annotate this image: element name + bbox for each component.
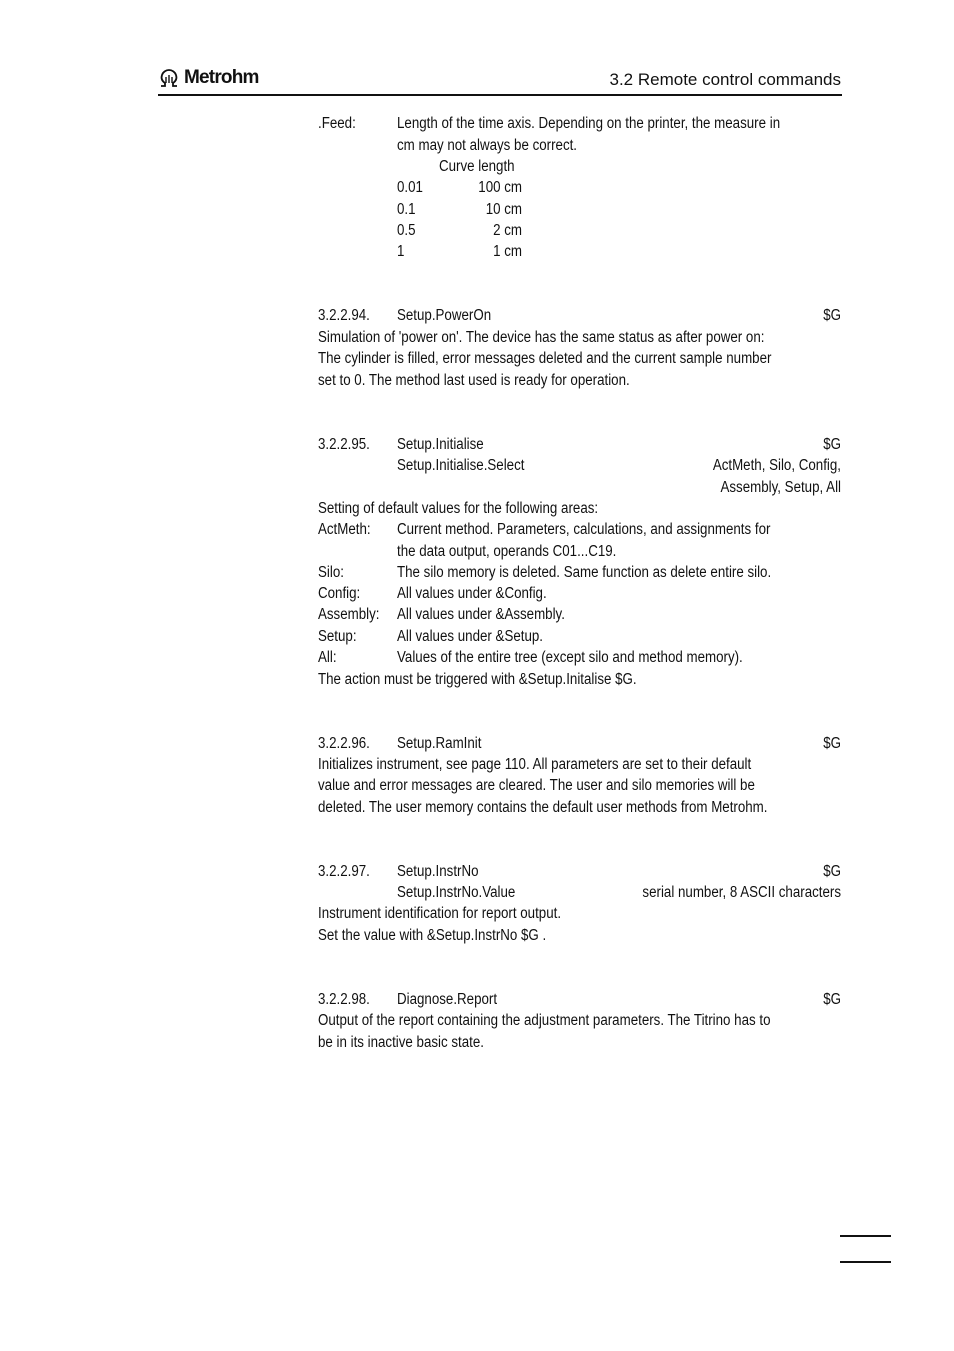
feed-row-length: 2 cm xyxy=(493,222,522,239)
section-number: 3.2.2.98. xyxy=(318,991,370,1008)
area-description: Values of the entire tree (except silo and method memory). xyxy=(397,649,743,666)
access-code: $G xyxy=(823,307,841,324)
access-code: $G xyxy=(823,863,841,880)
area-description: All values under &Setup. xyxy=(397,628,543,645)
footer-rule-bottom xyxy=(840,1261,891,1263)
command-name: Setup.PowerOn xyxy=(397,307,492,324)
description-line: deleted. The user memory contains the default user methods from Metrohm. xyxy=(318,799,768,816)
description-line: set to 0. The method last used is ready for operation. xyxy=(318,372,630,389)
feed-row-length: 10 cm xyxy=(485,201,522,218)
description-line: Initializes instrument, see page 110. All parameters are set to their default xyxy=(318,756,752,773)
section-number: 3.2.2.94. xyxy=(318,307,370,324)
area-label: Silo: xyxy=(318,564,344,581)
feed-row-length: 100 cm xyxy=(478,179,522,196)
feed-row-value: 1 xyxy=(397,243,405,260)
feed-row-value: 0.5 xyxy=(397,222,416,239)
feed-row-length: 1 cm xyxy=(493,243,522,260)
sub-command-values: Assembly, Setup, All xyxy=(720,479,841,496)
metrohm-logo xyxy=(158,66,259,90)
area-label: Setup: xyxy=(318,628,357,645)
sub-command-name: Setup.InstrNo.Value xyxy=(397,884,516,901)
description-line: The action must be triggered with &Setup.Initalise $G. xyxy=(318,671,637,688)
command-name: Setup.InstrNo xyxy=(397,863,479,880)
section-number: 3.2.2.95. xyxy=(318,436,370,453)
description-line: Simulation of 'power on'. The device has the same status as after power on: xyxy=(318,329,765,346)
section-number: 3.2.2.97. xyxy=(318,863,370,880)
command-name: Diagnose.Report xyxy=(397,991,498,1008)
description-line: Setting of default values for the following areas: xyxy=(318,500,599,517)
feed-row-value: 0.1 xyxy=(397,201,416,218)
feed-table-header: Curve length xyxy=(439,158,515,175)
access-code: $G xyxy=(823,436,841,453)
description-line: The cylinder is filled, error messages deleted and the current sample number xyxy=(318,350,772,367)
logo-text: Metrohm xyxy=(184,67,259,88)
omega-icon xyxy=(158,68,180,88)
area-description: All values under &Assembly. xyxy=(397,606,565,623)
sub-command-values: serial number, 8 ASCII characters xyxy=(642,884,841,901)
access-code: $G xyxy=(823,991,841,1008)
description-line: Instrument identification for report output. xyxy=(318,905,562,922)
command-name: Setup.Initialise xyxy=(397,436,484,453)
description-line: value and error messages are cleared. The user and silo memories will be xyxy=(318,777,755,794)
feed-label: .Feed: xyxy=(318,115,356,132)
access-code: $G xyxy=(823,735,841,752)
header-divider xyxy=(158,94,842,96)
section-number: 3.2.2.96. xyxy=(318,735,370,752)
command-name: Setup.RamInit xyxy=(397,735,482,752)
sub-command-values: ActMeth, Silo, Config, xyxy=(712,457,841,474)
feed-row-value: 0.01 xyxy=(397,179,423,196)
area-label: Assembly: xyxy=(318,606,380,623)
area-label: All: xyxy=(318,649,337,666)
feed-desc-line-1: Length of the time axis. Depending on the printer, the measure in xyxy=(397,115,781,132)
footer-rule-top xyxy=(840,1235,891,1237)
area-description: All values under &Config. xyxy=(397,585,547,602)
feed-desc-line-2: cm may not always be correct. xyxy=(397,137,578,154)
area-label: ActMeth: xyxy=(318,521,371,538)
description-line: Output of the report containing the adjustment parameters. The Titrino has to xyxy=(318,1012,771,1029)
description-line: be in its inactive basic state. xyxy=(318,1034,484,1051)
area-description: Current method. Parameters, calculations, and assignments for xyxy=(397,521,771,538)
area-label: Config: xyxy=(318,585,361,602)
description-line: Set the value with &Setup.InstrNo $G . xyxy=(318,927,547,944)
sub-command-name: Setup.Initialise.Select xyxy=(397,457,525,474)
area-description: the data output, operands C01...C19. xyxy=(397,543,617,560)
area-description: The silo memory is deleted. Same function as delete entire silo. xyxy=(397,564,772,581)
section-title: 3.2 Remote control commands xyxy=(609,70,841,89)
